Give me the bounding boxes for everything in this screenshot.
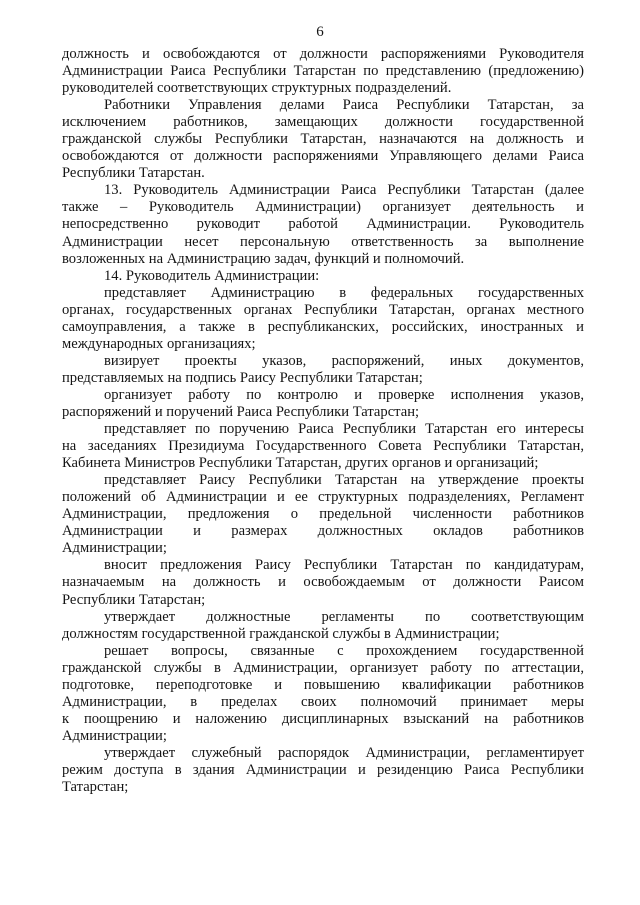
text-line: вносит предложения Раису Республики Татарстан по кандидатурам,: [104, 557, 584, 574]
text-line: руководителей соответствующих структурных подразделений.: [62, 80, 452, 97]
text-line: должность и освобождаются от должности распоряжениями Руководителя: [62, 46, 584, 62]
text-line: Республики Татарстан.: [62, 165, 205, 182]
text-line: освобождаются от должности распоряжениями Управляющего делами Раиса: [62, 148, 584, 165]
text-line: решает вопросы, связанные с прохождением государственной: [104, 642, 584, 659]
text-line: Республики Татарстан;: [62, 591, 206, 608]
text-line: 13. Руководитель Администрации Раиса Республики Татарстан (далее: [104, 182, 584, 199]
text-line: организует работу по контролю и проверке исполнения указов,: [104, 386, 584, 403]
text-line: назначаемым на должность и освобождаемым от должности Раисом: [62, 574, 584, 591]
text-line: Администрации несет персональную ответственность за выполнение: [62, 233, 584, 250]
text-line: распоряжений и поручений Раиса Республики Татарстан;: [62, 403, 420, 420]
text-line: на заседаниях Президиума Государственного Совета Республики Татарстан,: [62, 438, 584, 455]
text-line: утверждает служебный распорядок Администрации, регламентирует: [104, 744, 584, 761]
text-line: подготовке, переподготовке и повышению квалификации работников: [62, 676, 584, 693]
text-line: возложенных на Администрацию задач, функций и полномочий.: [62, 250, 465, 267]
text-line: визирует проекты указов, распоряжений, иных документов,: [104, 352, 584, 369]
text-line: представляемых на подпись Раису Республики Татарстан;: [62, 369, 423, 386]
text-line: непосредственно руководит работой Администрации. Руководитель: [62, 216, 584, 233]
document-body: [62, 46, 584, 796]
text-line: самоуправления, а также в республиканских, российских, иностранных и: [62, 318, 584, 335]
text-line: положений об Администрации и ее структурных подразделениях, Регламент: [62, 489, 584, 506]
text-line: также – Руководитель Администрации) организует деятельность и: [62, 199, 584, 216]
page-number: 6: [316, 24, 324, 40]
text-line: Работники Управления делами Раиса Республики Татарстан, за: [104, 97, 584, 114]
text-line: гражданской службы в Администрации, организует работу по аттестации,: [62, 659, 584, 676]
text-line: к поощрению и наложению дисциплинарных взысканий на работников: [62, 710, 584, 727]
text-line: 14. Руководитель Администрации:: [104, 267, 320, 284]
text-line: представляет по поручению Раиса Республики Татарстан его интересы: [104, 421, 584, 438]
text-line: Администрации Раиса Республики Татарстан по представлению (предложению): [62, 63, 584, 80]
text-line: Администрации;: [62, 727, 167, 744]
text-line: Татарстан;: [62, 779, 129, 796]
text-line: Администрации и размерах должностных окладов работников: [62, 523, 584, 540]
text-line: представляет Администрацию в федеральных государственных: [104, 284, 584, 301]
text-line: международных организациях;: [62, 335, 256, 352]
text-line: утверждает должностные регламенты по соответствующим: [104, 608, 584, 625]
text-line: органах, государственных органах Республики Татарстан, органах местного: [62, 301, 584, 318]
text-line: гражданской службы Республики Татарстан, назначаются на должность и: [62, 131, 584, 148]
text-line: Администрации, в пределах своих полномочий принимает меры: [62, 693, 584, 710]
text-line: должностям государственной гражданской службы в Администрации;: [62, 625, 500, 642]
text-line: Кабинета Министров Республики Татарстан, других органов и организаций;: [62, 455, 539, 472]
text-line: исключением работников, замещающих должности государственной: [62, 114, 584, 131]
text-line: Администрации;: [62, 540, 167, 557]
text-line: представляет Раису Республики Татарстан на утверждение проекты: [104, 472, 584, 489]
text-line: режим доступа в здания Администрации и резиденцию Раиса Республики: [62, 761, 584, 778]
text-line: Администрации, предложения о предельной численности работников: [62, 506, 584, 523]
